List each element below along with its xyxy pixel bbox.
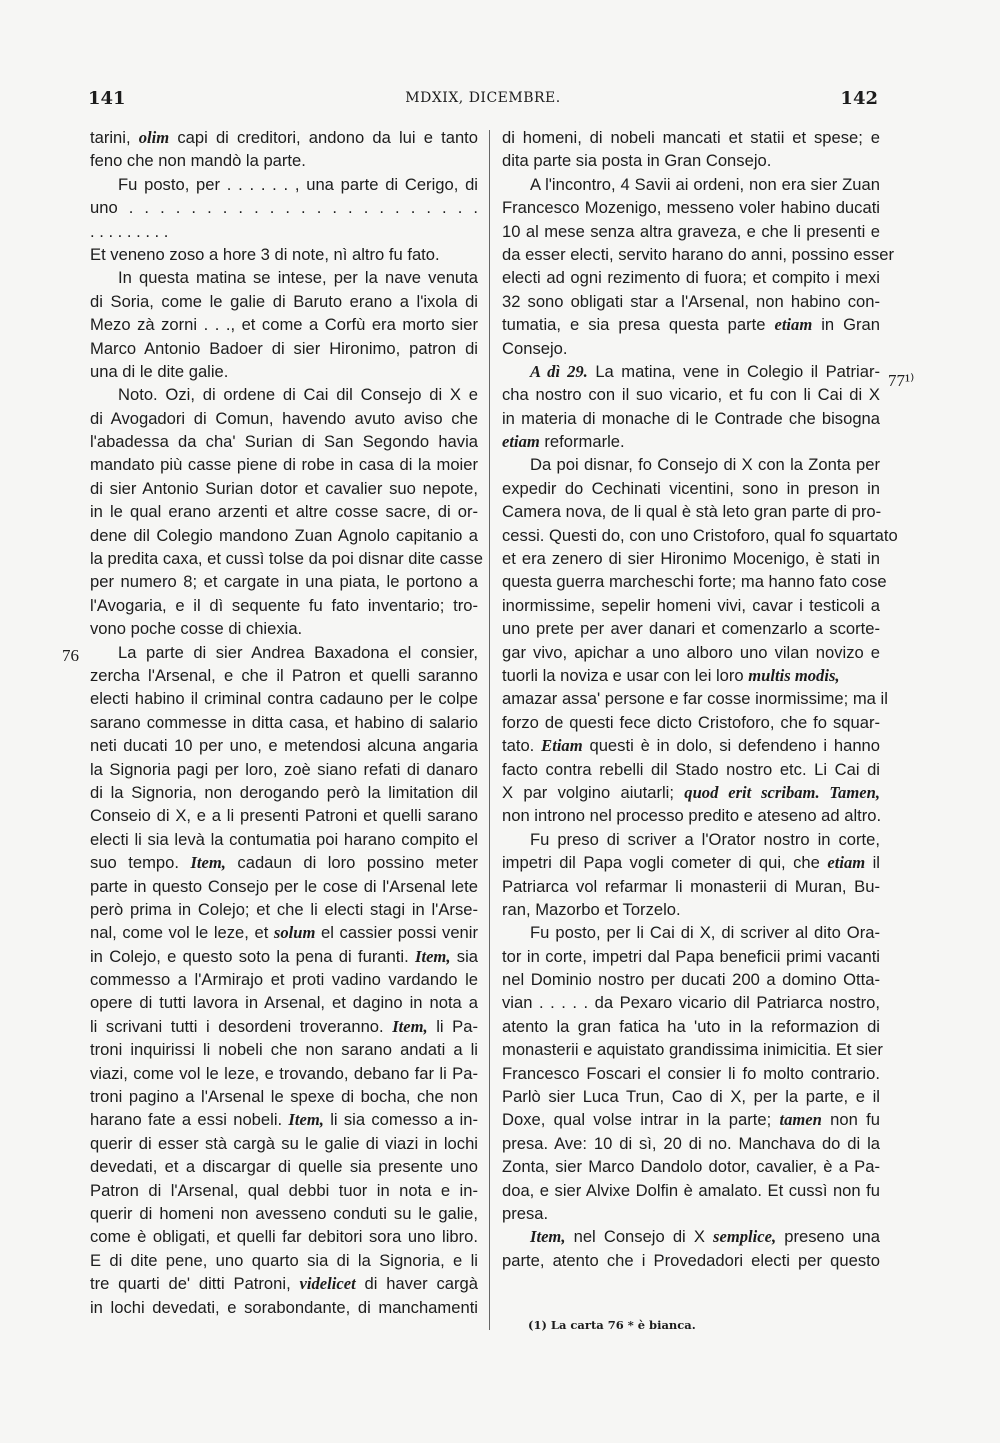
- text-segment: In questa matina se intese, per la nave venuta: [118, 268, 478, 288]
- text-line: [90, 828, 478, 851]
- text-segment: nal, come vol le leze, et: [90, 923, 274, 943]
- text-line: [90, 594, 478, 617]
- text-line: [90, 266, 478, 289]
- text-segment: Francesco Mozenigo, messeno voler habino ducati: [502, 198, 880, 218]
- text-line: [90, 617, 478, 640]
- text-line: [502, 1108, 880, 1131]
- text-line: [90, 1108, 478, 1131]
- text-segment: parte, atento che i Provedadori electi per questo: [502, 1250, 880, 1270]
- text-line: [90, 126, 478, 149]
- text-segment: la Signoria pagi per loro, zoè siano refati di danaro: [90, 759, 478, 779]
- text-segment: in materia di monache di le Contrade che bisogna: [502, 408, 880, 428]
- italic-term: A dì 29.: [530, 361, 588, 381]
- text-line: [502, 524, 898, 547]
- text-line: [90, 407, 478, 430]
- text-segment: querir di esser stà cargà su le galie di viazi in lochi: [90, 1133, 478, 1153]
- italic-term: etiam: [774, 315, 813, 335]
- text-segment: in Colejo, e questo soto la pena di furanti.: [90, 946, 415, 966]
- text-line: [502, 383, 880, 406]
- text-segment: neti ducati 10 per uno, e metendosi alcuna angaria: [90, 736, 478, 756]
- text-line: [502, 1015, 880, 1038]
- text-segment: X par volgino aiutarli;: [502, 782, 685, 802]
- text-line: [502, 804, 880, 827]
- text-segment: dita parte sia posta in Gran Consejo.: [502, 151, 772, 171]
- text-segment: tre quarti de' ditti Patroni,: [90, 1274, 300, 1294]
- text-line: [90, 781, 478, 804]
- text-segment: Conseio di X, e a li presenti Patroni et quelli sarano: [90, 806, 478, 826]
- italic-term: etiam: [827, 853, 866, 873]
- text-segment: Parlò sier Luca Trun, Cao di X, per la parte, e il: [502, 1087, 880, 1107]
- margin-folio-number-right: 77¹⁾: [888, 371, 915, 390]
- margin-folio-number-left: 76: [62, 646, 79, 665]
- text-segment: zercha l'Arsenal, e che il Patron et quelli saranno: [90, 665, 478, 685]
- text-segment: Consejo.: [502, 338, 568, 358]
- text-line: [90, 1296, 478, 1319]
- text-line: [502, 641, 880, 664]
- text-line: [90, 734, 478, 757]
- text-segment: li Pa-: [427, 1016, 478, 1036]
- italic-term: Item,: [530, 1227, 566, 1247]
- text-segment: sarano commesse in ditta casa, et habino di salario: [90, 712, 478, 732]
- text-segment: Zonta, sier Marco Dandolo dotor, cavalier, è a Pa-: [502, 1157, 880, 1177]
- text-segment: il: [865, 853, 880, 873]
- page-number-right: 142: [840, 88, 878, 109]
- text-segment: tuorli la noviza e usar con lei loro: [502, 665, 749, 685]
- text-segment: preseno una: [776, 1227, 881, 1247]
- text-segment: commesso a l'Armirajo et proti vadino vardando le: [90, 970, 478, 990]
- text-segment: vono poche cosse di chiexia.: [90, 619, 303, 639]
- text-line: [502, 1062, 880, 1085]
- text-segment: et era zenero di sier Hironimo Mocenigo, è stati in: [502, 549, 880, 569]
- column-divider: [489, 130, 490, 1330]
- text-line: [90, 851, 478, 874]
- text-segment: in Gran: [812, 315, 880, 335]
- text-segment: uno prete per aver danari et comenzarlo a scorte-: [502, 619, 880, 639]
- italic-term: etiam: [502, 432, 540, 452]
- text-segment: presa. Ave: 10 di sì, 20 di no. Manchava do di la: [502, 1133, 880, 1153]
- text-segment: feno che non mandò la parte.: [90, 151, 306, 171]
- text-line: [502, 664, 880, 687]
- text-segment: 32 sono obligati star a l'Arsenal, non habino con-: [502, 291, 880, 311]
- text-line: [502, 781, 880, 804]
- text-segment: amazar assa' persone e far cosse inormissime; ma il: [502, 689, 888, 709]
- text-line: [90, 360, 478, 383]
- text-segment: tato.: [502, 736, 542, 756]
- text-line: [90, 337, 478, 360]
- text-line: [90, 664, 478, 687]
- left-column: [90, 126, 483, 1319]
- text-line: [502, 290, 880, 313]
- italic-term: quod erit scribam. Tamen,: [684, 782, 880, 802]
- text-line: [90, 687, 478, 710]
- text-segment: reformarle.: [539, 432, 625, 452]
- text-segment: di sier Antonio Surian dotor et cavalier suo nepote,: [90, 478, 478, 498]
- text-line: [502, 1179, 880, 1202]
- italic-term: Item,: [392, 1016, 428, 1036]
- text-segment: Mezo zà zorni . . ., et come a Corfù era morto sier: [90, 315, 478, 335]
- text-line: [502, 477, 880, 500]
- text-segment: Francesco Foscari el consier li fo molto contrario.: [502, 1063, 880, 1083]
- text-segment: harano fate a essi nobeli.: [90, 1110, 289, 1130]
- text-segment: Fu posto, per li Cai di X, di scriver al dito Ora-: [530, 923, 880, 943]
- text-segment: uno . . . . . . . . . . . . . . . . . . . . . . .: [90, 198, 478, 218]
- text-line: [502, 828, 880, 851]
- text-segment: cessi. Questi do, con uno Cristoforo, qual fo squartato: [502, 525, 898, 545]
- italic-term: videlicet: [299, 1274, 356, 1294]
- text-line: [90, 149, 478, 172]
- text-segment: monasterii e aquistato grandissima inimicitia. Et sier: [502, 1040, 883, 1060]
- footnote: (1) La carta 76 * è bianca.: [528, 1318, 696, 1332]
- text-line: [502, 196, 880, 219]
- text-line: [90, 1038, 478, 1061]
- text-segment: in lochi devedati, e sorabondante, di manchamenti: [90, 1297, 478, 1317]
- text-line: [90, 453, 478, 476]
- text-line: [502, 758, 880, 781]
- text-segment: Noto. Ozi, di ordene di Cai dil Consejo di X e: [118, 385, 478, 405]
- text-segment: . . . . . . . . .: [90, 221, 169, 241]
- text-line: [502, 243, 895, 266]
- text-segment: el cassier possi venir: [315, 923, 478, 943]
- text-segment: A l'incontro, 4 Savii ai ordeni, non era sier Zuan: [530, 174, 880, 194]
- text-segment: E di dite pene, uno quarto sia di la Signoria, e li: [90, 1250, 478, 1270]
- text-line: [90, 1085, 478, 1108]
- text-line: [90, 547, 483, 570]
- text-line: [502, 1225, 880, 1248]
- text-segment: suo tempo.: [90, 853, 191, 873]
- italic-term: olim: [138, 128, 170, 147]
- text-line: [90, 524, 478, 547]
- text-line: [90, 477, 478, 500]
- text-segment: electi habino il criminal contra cadauno per le colpe: [90, 689, 478, 709]
- text-line: [90, 1225, 478, 1248]
- text-segment: facto contra rebelli dil Stado nostro etc. Li Cai di: [502, 759, 880, 779]
- text-segment: Fu preso di scriver a l'Orator nostro in corte,: [530, 829, 880, 849]
- text-segment: capi di creditori, andono da lui e tanto: [169, 128, 479, 147]
- text-segment: Marco Antonio Badoer di sier Hironimo, patron di: [90, 338, 478, 358]
- text-segment: troni inquirissi li nobeli che non sarano andati a li: [90, 1040, 478, 1060]
- text-line: [90, 1272, 478, 1295]
- text-segment: opere di tutti lavora in Arsenal, et dagino in nota a: [90, 993, 478, 1013]
- text-line: [90, 1062, 478, 1085]
- text-line: [90, 1155, 478, 1178]
- text-segment: Camera nova, de li qual è stà leto gran parte di pro-: [502, 502, 882, 522]
- text-segment: dene dil Colegio mandono Zuan Agnolo capitanio a: [90, 525, 478, 545]
- text-segment: questa guerra marcheschi forte; ma hanno fato cose: [502, 572, 887, 592]
- italic-term: solum: [273, 923, 316, 943]
- text-segment: presa.: [502, 1203, 549, 1223]
- text-line: [502, 968, 880, 991]
- text-segment: l'Avogaria, e il dì sequente fu fato inventario; tro-: [90, 595, 478, 615]
- text-line: [502, 173, 880, 196]
- text-line: [502, 1202, 880, 1225]
- text-line: [90, 968, 478, 991]
- text-line: [90, 243, 478, 266]
- text-line: [90, 945, 478, 968]
- text-line: [90, 1249, 478, 1272]
- text-segment: l'abadessa da cha' Surian di San Segondo havia: [90, 432, 478, 452]
- text-segment: come è obligati, et quelli far debitori sora uno libro.: [90, 1227, 478, 1247]
- text-line: [502, 594, 880, 617]
- text-segment: 10 al mese senza altra graveza, e che li presenti e: [502, 221, 880, 241]
- text-segment: forzo de questi fece dicto Cristoforo, che fo squar-: [502, 712, 880, 732]
- text-segment: tarini,: [90, 128, 139, 147]
- italic-term: Item,: [288, 1110, 324, 1130]
- text-segment: da esser electi, servito harano do anni, possino esser: [502, 244, 895, 264]
- text-segment: tumatia, e sia presa questa parte: [502, 315, 775, 335]
- text-line: [90, 898, 478, 921]
- text-line: [502, 407, 880, 430]
- text-line: [502, 851, 880, 874]
- text-line: [502, 734, 880, 757]
- text-segment: ran, Mazorbo et Torzelo.: [502, 899, 681, 919]
- text-segment: non fu: [821, 1110, 880, 1130]
- text-line: [90, 991, 478, 1014]
- text-segment: la predita caxa, et cussì tolse da poi disnar dite casse: [90, 549, 483, 569]
- text-segment: una di le dite galie.: [90, 361, 229, 381]
- text-line: [90, 173, 478, 196]
- italic-term: Item,: [415, 946, 451, 966]
- text-segment: querir di homeni non avesseno conduti su le galie,: [90, 1203, 478, 1223]
- text-line: [90, 875, 478, 898]
- text-line: [502, 453, 880, 476]
- text-segment: mandato più casse piene di robe in casa di la moier: [90, 455, 478, 475]
- text-segment: La matina, vene in Colegio il Patriar-: [587, 361, 880, 381]
- text-line: [90, 430, 478, 453]
- text-segment: però prima in Colejo; et che li electi stagi in l'Arse-: [90, 899, 478, 919]
- text-line: [502, 430, 880, 453]
- text-line: [90, 758, 478, 781]
- italic-term: multis modis,: [748, 665, 840, 685]
- text-segment: cha nostro con il suo vicario, et fu con li Cai di X: [502, 385, 880, 405]
- text-segment: per numero 8; et cargate in una piata, le portono a: [90, 572, 478, 592]
- text-line: [502, 220, 880, 243]
- text-segment: Fu posto, per . . . . . . , una parte di Cerigo, di: [118, 174, 478, 194]
- text-segment: vian . . . . . da Pexaro vicario dil Patriarca nostro,: [502, 993, 880, 1013]
- text-line: [90, 711, 478, 734]
- text-segment: impetri dil Papa vogli cometer di qui, che: [502, 853, 828, 873]
- text-line: [502, 687, 888, 710]
- text-segment: troni pagino a l'Arsenal le spexe di bocha, che non: [90, 1087, 478, 1107]
- text-line: [90, 641, 478, 664]
- text-segment: doa, e sier Alvixe Dolfin è amalato. Et cussì non fu: [502, 1180, 880, 1200]
- text-line: [90, 383, 478, 406]
- text-segment: di Avogadori di Comun, havendo avuto aviso che: [90, 408, 478, 428]
- italic-term: Etiam: [541, 736, 583, 756]
- text-segment: di haver cargà: [355, 1274, 479, 1294]
- text-line: [502, 945, 880, 968]
- text-line: [90, 290, 478, 313]
- text-line: [502, 149, 880, 172]
- text-segment: Et veneno zoso a hore 3 di note, nì altro fu fato.: [90, 244, 440, 264]
- text-segment: Patron di l'Arsenal, qual debbi tuor in nota e in-: [90, 1180, 478, 1200]
- italic-term: Item,: [190, 853, 226, 873]
- text-segment: nel Consejo di X: [565, 1227, 714, 1247]
- text-line: [502, 360, 880, 383]
- text-line: [502, 337, 880, 360]
- text-line: [90, 196, 478, 219]
- text-segment: Da poi disnar, fo Consejo di X con la Zonta per: [530, 455, 880, 475]
- text-line: [90, 313, 478, 336]
- text-segment: li sia comesso a in-: [323, 1110, 478, 1130]
- text-line: [90, 804, 478, 827]
- text-line: [502, 570, 887, 593]
- italic-term: semplice,: [713, 1227, 777, 1247]
- text-segment: di homeni, di nobeli mancati et statii et spese; e: [502, 128, 880, 147]
- text-segment: electi li sia levà la contumatia poi harano compito el: [90, 829, 478, 849]
- text-line: [90, 1179, 478, 1202]
- text-line: [90, 220, 478, 243]
- text-line: [502, 617, 880, 640]
- text-segment: Doxe, qual volse intrar in la parte;: [502, 1110, 780, 1130]
- text-line: [502, 711, 880, 734]
- text-line: [502, 1155, 880, 1178]
- text-segment: Patriarca vol refarmar li monasterii di Muran, Bu-: [502, 876, 880, 896]
- text-line: [90, 1202, 478, 1225]
- text-line: [502, 1085, 880, 1108]
- text-line: [502, 126, 880, 149]
- text-segment: expedir do Cechinati vicentini, sono in preson in: [502, 478, 880, 498]
- text-segment: li scrivani tutti i desordeni troveranno.: [90, 1016, 393, 1036]
- text-line: [502, 313, 880, 336]
- text-line: [502, 898, 880, 921]
- italic-term: tamen: [779, 1110, 822, 1130]
- text-line: [502, 875, 880, 898]
- text-segment: inormissime, sepelir homeni vivi, cavar i testicoli a: [502, 595, 880, 615]
- text-segment: electi ad ogni rezimento di fuora; et compito i mexi: [502, 268, 880, 288]
- text-line: [502, 500, 880, 523]
- text-segment: cadaun di loro possino meter: [225, 853, 478, 873]
- text-segment: sia: [450, 946, 478, 966]
- text-segment: di la Signoria, non derogando però la limitation dil: [90, 782, 478, 802]
- text-line: [502, 266, 880, 289]
- text-line: [502, 1249, 880, 1272]
- text-line: [502, 1132, 880, 1155]
- text-line: [90, 570, 478, 593]
- text-segment: non introno nel processo predito e ateseno ad altro.: [502, 806, 882, 826]
- text-line: [502, 991, 880, 1014]
- text-segment: devedati, et a discargar di quelle sia presente uno: [90, 1157, 478, 1177]
- text-line: [90, 921, 478, 944]
- page-number-left: 141: [88, 88, 126, 109]
- text-line: [502, 1038, 883, 1061]
- page-header: [88, 88, 878, 112]
- text-segment: viazi, come vol le leze, e trovando, debano far li Pa-: [90, 1063, 478, 1083]
- text-segment: gar vivo, apichar a uno alboro uno vilan novizo e: [502, 642, 880, 662]
- text-segment: tor in corte, impetri dal Papa beneficii primi vacanti: [502, 946, 880, 966]
- text-segment: questi è in dolo, si defendeno i hanno: [582, 736, 881, 756]
- running-title: MDXIX, DICEMBRE.: [405, 90, 561, 106]
- text-segment: parte in questo Consejo per le cose di l'Arsenal lete: [90, 876, 478, 896]
- text-line: [90, 500, 478, 523]
- text-segment: in le qual erano arzenti et altre cosse sacre, di or-: [90, 502, 478, 522]
- text-segment: La parte di sier Andrea Baxadona el consier,: [118, 642, 478, 662]
- text-segment: di Soria, come le galie di Baruto erano a l'ixola di: [90, 291, 478, 311]
- text-line: [90, 1132, 478, 1155]
- text-line: [90, 1015, 478, 1038]
- text-segment: atento la gran fatica ha 'uto in la reformazion di: [502, 1016, 880, 1036]
- right-column: [502, 126, 898, 1272]
- text-line: [502, 547, 880, 570]
- text-segment: nel Dominio nostro per ducati 200 a domino Otta-: [502, 970, 880, 990]
- text-line: [502, 921, 880, 944]
